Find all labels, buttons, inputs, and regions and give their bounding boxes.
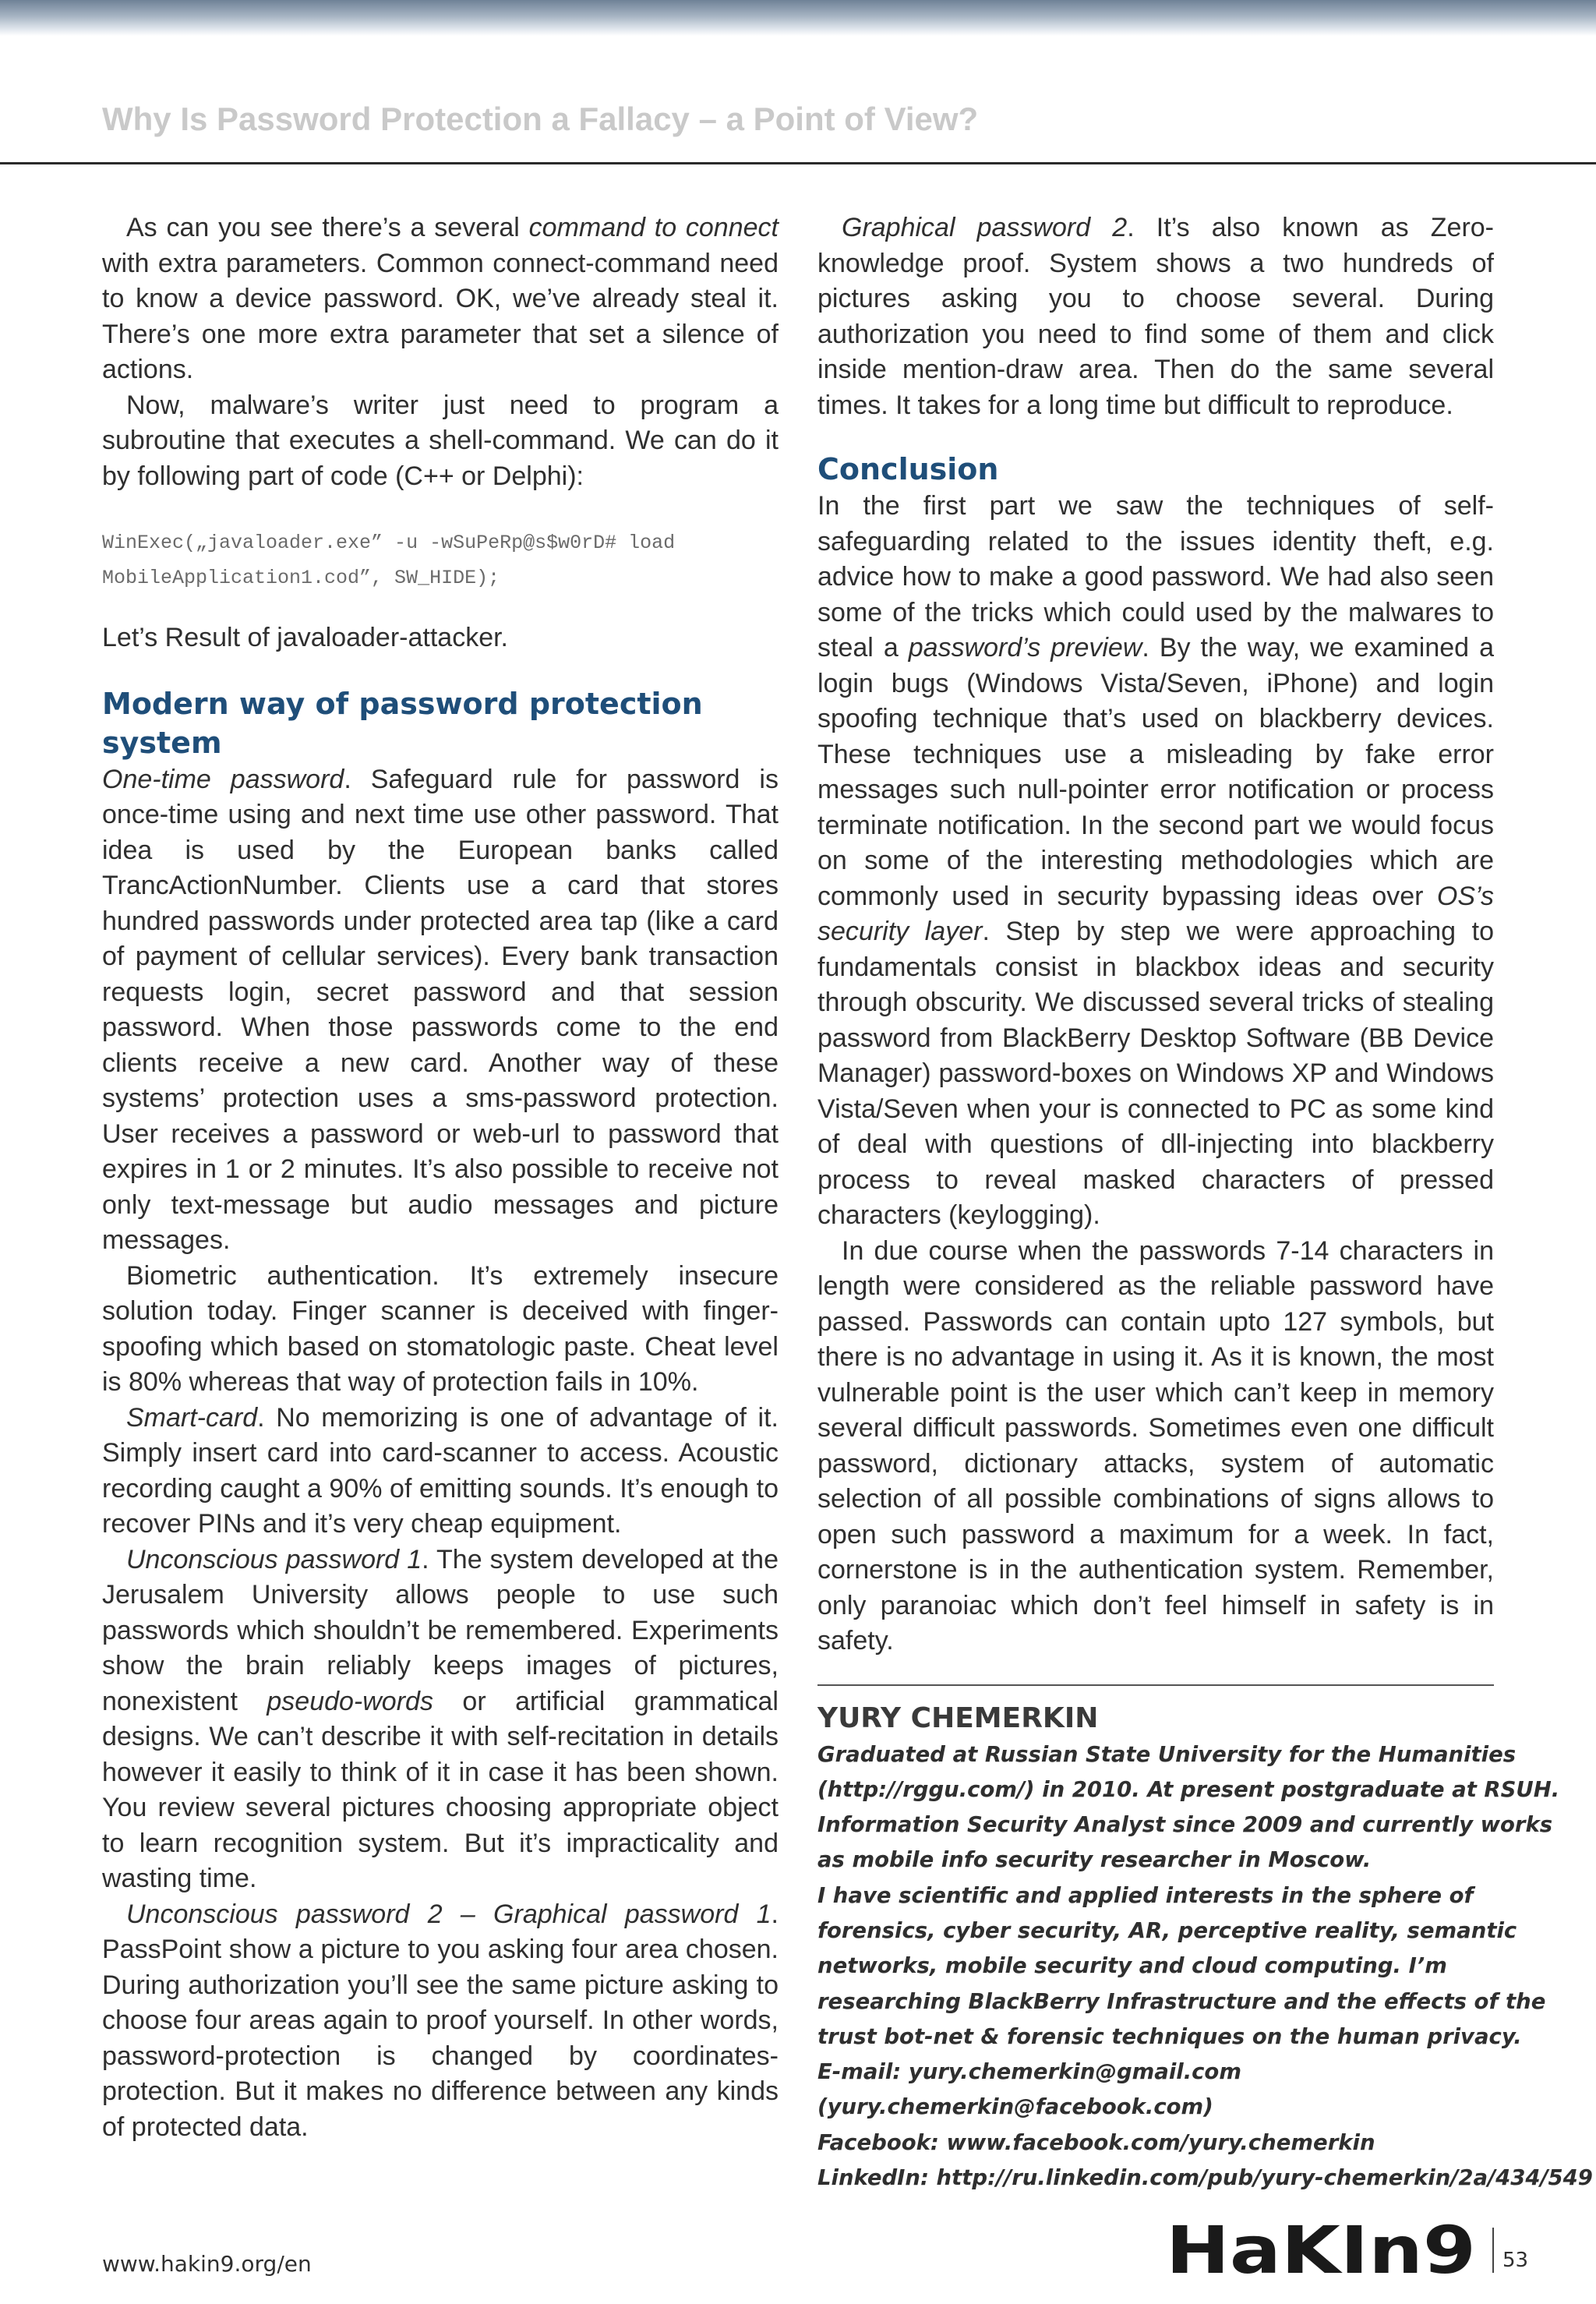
right-column	[817, 210, 1593, 2196]
author-bio-divider	[817, 1684, 1494, 1686]
author-bio-line: trust bot-net & forensic techniques on the human privacy.	[817, 2023, 1522, 2049]
author-bio-line: Information Security Analyst since 2009 and currently works	[817, 1812, 1553, 1838]
author-bio-line: forensics, cyber security, AR, perceptive reality, semantic	[817, 1917, 1517, 1943]
header-rule	[0, 162, 1596, 164]
author-facebook-link[interactable]: Facebook: www.facebook.com/yury.chemerkin	[817, 2129, 1375, 2155]
paragraph: Unconscious password 1. The system developed at the Jerusalem University allows people to use such passwords which shouldn’t be remembered. Experiments show the brain reliably keeps images of pictures, nonexistent pseudo-words or artificial grammatical designs. We can’t describe it with self-recitation in details however it easily to think of it in case it has been shown. You review several pictures choosing appropriate object to learn recognition system. But it’s impracticality and wasting time.	[102, 1544, 779, 1893]
footer-divider	[1492, 2228, 1494, 2273]
section-heading: Conclusion	[817, 452, 999, 486]
logo-wordmark: HaKIn9	[1166, 2212, 1476, 2288]
author-bio-line: networks, mobile security and cloud computing. I’m	[817, 1953, 1447, 1979]
paragraph: Let’s Result of javaloader-attacker.	[102, 623, 508, 652]
code-line: WinExec(„javaloader.exe” -u -wSuPeRp@s$w0rD# load	[102, 532, 676, 554]
top-gradient-band	[0, 0, 1596, 36]
paragraph: Smart-card. No memorizing is one of advantage of it. Simply insert card into card-scanner to access. Acoustic recording caught a 90% of emitting sounds. It’s enough to recover PINs and it’s very cheap equipment.	[102, 1402, 779, 1539]
left-column	[102, 210, 779, 2145]
page-number: 53	[1502, 2249, 1529, 2272]
author-bio	[817, 1737, 1593, 2196]
section-heading: Modern way of password protection system	[102, 686, 703, 760]
paragraph: Biometric authentication. It’s extremely insecure solution today. Finger scanner is deceived with finger-spoofing which based on stomatologic paste. Cheat level is 80% whereas that way of protection fails in 10%.	[102, 1260, 779, 1397]
hakin9-logo	[1166, 2212, 1478, 2288]
author-bio-line: Graduated at Russian State University for the Humanities	[817, 1741, 1517, 1767]
paragraph: Unconscious password 2 – Graphical password 1. PassPoint show a picture to you asking four area chosen. During authorization you’ll see the same picture asking to choose four areas again to proof yourself. In other words, password-protection is changed by coordinates-protection. But it makes no difference between any kinds of protected data.	[102, 1899, 779, 2142]
code-block	[102, 525, 779, 595]
author-bio-line: researching BlackBerry Infrastructure and the effects of the	[817, 1988, 1546, 2014]
paragraph: In due course when the passwords 7-14 characters in length were considered as the reliable password have passed. Passwords can contain upto 127 symbols, but there is no advantage in using it. As it is known, the most vulnerable point is the user which can’t keep in memory several difficult passwords. Sometimes even one difficult password, dictionary attacks, system of automatic selection of all possible combinations of signs allows to open such password a maximum for a week. In fact, cornerstone is in the authentication system. Remember, only paranoiac which don’t feel himself in safety is in safety.	[817, 1235, 1494, 1656]
paragraph: One-time password. Safeguard rule for password is once-time using and next time use other password. That idea is used by the European banks called TrancActionNumber. Clients use a card that stores hundred passwords under protected area tap (like a card of payment of cellular services). Every bank transaction requests login, secret password and that session password. When those passwords come to the end clients receive a new card. Another way of these systems’ protection uses a sms-password protection. User receives a password or web-url to password that expires in 1 or 2 minutes. It’s also possible to receive not only text-message but audio messages and picture messages.	[102, 764, 779, 1255]
author-bio-line: as mobile info security researcher in Moscow.	[817, 1847, 1372, 1873]
author-bio-line: I have scientific and applied interests in the sphere of	[817, 1882, 1474, 1908]
author-name: YURY CHEMERKIN	[817, 1701, 1099, 1734]
paragraph: Graphical password 2. It’s also known as Zero-knowledge proof. System shows a two hundreds of pictures asking you to choose several. During authorization you need to find some of them and click inside mention-draw area. Then do the same several times. It takes for a long time but difficult to reproduce.	[817, 213, 1494, 420]
author-email[interactable]: E-mail: yury.chemerkin@gmail.com	[817, 2059, 1241, 2085]
author-linkedin-link[interactable]: LinkedIn: http://ru.linkedin.com/pub/yury-chemerkin/2a/434/549	[817, 2165, 1593, 2191]
running-head-title: Why Is Password Protection a Fallacy – a Point of View?	[102, 101, 979, 137]
paragraph: In the first part we saw the techniques of self-safeguarding related to the issues identity theft, e.g. advice how to make a good password. We had also seen some of the tricks which could used by the malwares to steal a password’s preview. By the way, we examined a login bugs (Windows Vista/Seven, iPhone) and login spoofing technique that’s used on blackberry devices. These techniques use a misleading by fake error messages such null-pointer error notification or process terminate notification. In the second part we would focus on some of the interesting methodologies which are commonly used in security bypassing ideas over OS’s security layer. Step by step we were approaching to fundamentals consist in blackbox ideas and security through obscurity. We discussed several tricks of stealing password from BlackBerry Desktop Software (BB Device Manager) password-boxes on Windows XP and Windows Vista/Seven when your is connected to PC as some kind of deal with questions of dll-injecting into blackberry process to reveal masked characters of pressed characters (keylogging).	[817, 491, 1494, 1230]
footer-url-link[interactable]: www.hakin9.org/en	[102, 2251, 312, 2277]
paragraph: Now, malware’s writer just need to program a subroutine that executes a shell-command. We can do it by following part of code (C++ or Delphi):	[102, 390, 779, 491]
author-bio-line: (http://rggu.com/) in 2010. At present postgraduate at RSUH.	[817, 1776, 1560, 1802]
code-line: MobileApplication1.cod”, SW_HIDE);	[102, 567, 500, 589]
paragraph: As can you see there’s a several command to connect with extra parameters. Common connect-command need to know a device password. OK, we’ve already steal it. There’s one more extra parameter that set a silence of actions.	[102, 213, 779, 384]
author-email-alt[interactable]: (yury.chemerkin@facebook.com)	[817, 2094, 1213, 2120]
